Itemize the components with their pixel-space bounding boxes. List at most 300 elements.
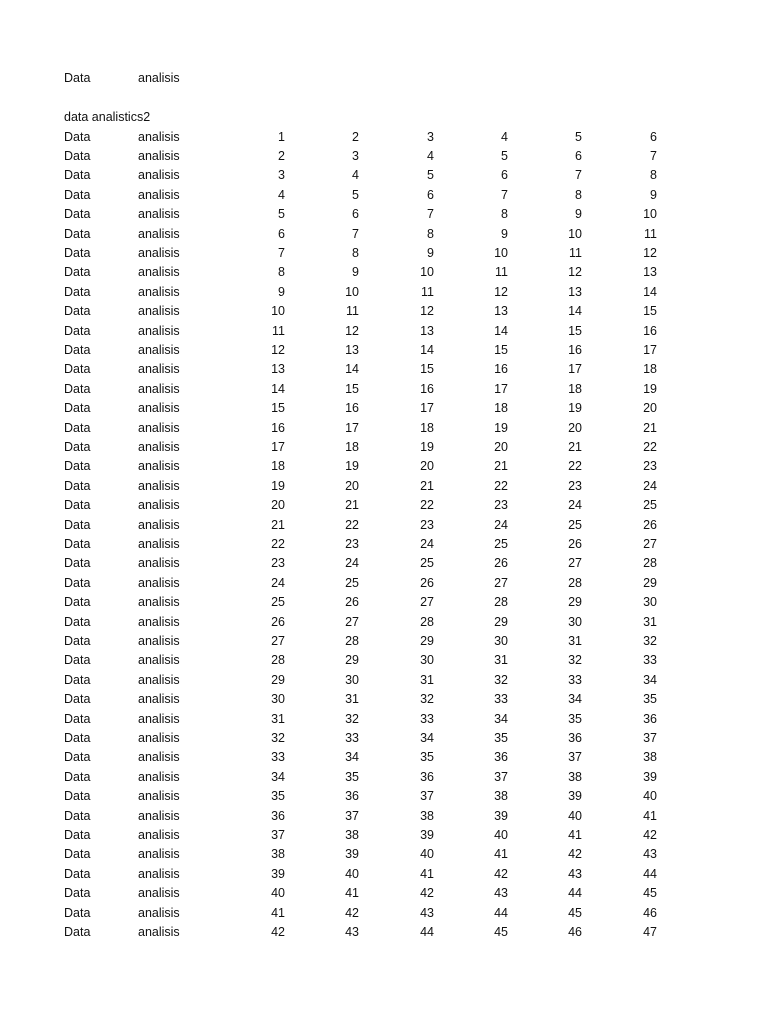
cell-value[interactable]: 13 [568,284,582,299]
cell-value[interactable]: 31 [420,672,434,687]
cell-value[interactable]: 22 [643,439,657,454]
cell-value[interactable]: 18 [271,459,285,474]
cell-label-b[interactable]: analisis [138,362,180,377]
cell-label-b[interactable]: analisis [138,226,180,241]
cell-value[interactable]: 38 [494,789,508,804]
cell-value[interactable]: 29 [568,595,582,610]
cell-value[interactable]: 6 [575,148,582,163]
cell-value[interactable]: 33 [643,653,657,668]
cell-value[interactable]: 13 [271,362,285,377]
cell-value[interactable]: 11 [272,323,285,338]
cell-value[interactable]: 27 [345,614,359,629]
cell-value[interactable]: 37 [643,730,657,745]
cell-label-b[interactable]: analisis [138,265,180,280]
cell-value[interactable]: 24 [494,517,508,532]
cell-label-b[interactable]: analisis [138,633,180,648]
cell-label-a[interactable]: Data [64,866,91,881]
cell-value[interactable]: 19 [643,381,657,396]
cell-label-a[interactable]: Data [64,847,91,862]
cell-value[interactable]: 36 [420,769,434,784]
cell-label-a[interactable]: Data [64,207,91,222]
cell-value[interactable]: 25 [643,498,657,513]
cell-value[interactable]: 35 [420,750,434,765]
cell-value[interactable]: 5 [352,187,359,202]
cell-label-a[interactable]: Data [64,595,91,610]
cell-label-a[interactable]: Data [64,304,91,319]
cell-value[interactable]: 32 [643,633,657,648]
cell-label-b[interactable]: analisis [138,827,180,842]
cell-value[interactable]: 16 [568,342,582,357]
cell-value[interactable]: 26 [271,614,285,629]
cell-label-b[interactable]: analisis [138,381,180,396]
cell-value[interactable]: 40 [271,886,285,901]
cell-value[interactable]: 14 [494,323,508,338]
cell-value[interactable]: 26 [568,536,582,551]
cell-value[interactable]: 37 [568,750,582,765]
cell-label-b[interactable]: analisis [138,750,180,765]
cell-value[interactable]: 31 [271,711,285,726]
cell-value[interactable]: 8 [650,168,657,183]
cell-value[interactable]: 9 [427,245,434,260]
cell-label-a[interactable]: Data [64,827,91,842]
cell-value[interactable]: 6 [427,187,434,202]
cell-label-b[interactable]: analisis [138,808,180,823]
cell-value[interactable]: 36 [271,808,285,823]
cell-label-a[interactable]: Data [64,750,91,765]
cell-value[interactable]: 19 [494,420,508,435]
cell-value[interactable]: 40 [420,847,434,862]
cell-value[interactable]: 24 [643,478,657,493]
cell-value[interactable]: 30 [568,614,582,629]
cell-label-a[interactable]: Data [64,129,91,144]
cell-value[interactable]: 5 [575,129,582,144]
cell-label-a[interactable]: Data [64,672,91,687]
cell-value[interactable]: 41 [420,866,434,881]
cell-value[interactable]: 8 [575,187,582,202]
cell-value[interactable]: 30 [420,653,434,668]
cell-value[interactable]: 22 [568,459,582,474]
cell-value[interactable]: 17 [568,362,582,377]
cell-value[interactable]: 36 [568,730,582,745]
cell-value[interactable]: 4 [427,148,434,163]
cell-label-a[interactable]: Data [64,633,91,648]
cell-value[interactable]: 28 [494,595,508,610]
cell-value[interactable]: 24 [271,575,285,590]
cell-value[interactable]: 11 [346,304,359,319]
cell-value[interactable]: 36 [643,711,657,726]
cell-label-b[interactable]: analisis [138,342,180,357]
cell-value[interactable]: 22 [494,478,508,493]
cell-label-a[interactable]: Data [64,517,91,532]
cell-value[interactable]: 38 [643,750,657,765]
cell-value[interactable]: 37 [345,808,359,823]
cell-value[interactable]: 30 [643,595,657,610]
cell-value[interactable]: 4 [352,168,359,183]
cell-label-b[interactable]: analisis [138,575,180,590]
cell-value[interactable]: 38 [345,827,359,842]
cell-value[interactable]: 28 [643,556,657,571]
cell-label-a[interactable]: Data [64,478,91,493]
cell-value[interactable]: 39 [271,866,285,881]
cell-value[interactable]: 25 [345,575,359,590]
cell-label-a[interactable]: Data [64,924,91,939]
cell-label-a[interactable]: Data [64,245,91,260]
cell-label-a[interactable]: Data [64,498,91,513]
cell-value[interactable]: 21 [420,478,434,493]
cell-value[interactable]: 16 [420,381,434,396]
cell-value[interactable]: 12 [494,284,508,299]
cell-label-b[interactable]: analisis [138,905,180,920]
cell-label-a[interactable]: Data [64,265,91,280]
cell-value[interactable]: 27 [494,575,508,590]
cell-value[interactable]: 35 [568,711,582,726]
cell-value[interactable]: 18 [643,362,657,377]
cell-label-a[interactable]: Data [64,187,91,202]
cell-value[interactable]: 27 [271,633,285,648]
cell-label-b[interactable]: analisis [138,866,180,881]
cell-value[interactable]: 14 [568,304,582,319]
cell-value[interactable]: 45 [568,905,582,920]
cell-label-b[interactable]: analisis [138,711,180,726]
cell-value[interactable]: 7 [501,187,508,202]
cell-label-b[interactable]: analisis [138,536,180,551]
cell-value[interactable]: 39 [568,789,582,804]
cell-value[interactable]: 34 [643,672,657,687]
cell-value[interactable]: 27 [568,556,582,571]
header-cell-a[interactable]: Data [64,71,91,85]
cell-label-a[interactable]: Data [64,614,91,629]
cell-value[interactable]: 7 [427,207,434,222]
cell-value[interactable]: 37 [494,769,508,784]
cell-value[interactable]: 33 [568,672,582,687]
cell-label-b[interactable]: analisis [138,595,180,610]
cell-value[interactable]: 8 [501,207,508,222]
cell-value[interactable]: 37 [271,827,285,842]
cell-value[interactable]: 13 [643,265,657,280]
cell-value[interactable]: 15 [271,401,285,416]
cell-value[interactable]: 33 [345,730,359,745]
cell-value[interactable]: 9 [352,265,359,280]
cell-value[interactable]: 17 [494,381,508,396]
cell-value[interactable]: 2 [278,148,285,163]
cell-value[interactable]: 6 [650,129,657,144]
cell-value[interactable]: 19 [568,401,582,416]
cell-value[interactable]: 16 [643,323,657,338]
cell-value[interactable]: 17 [643,342,657,357]
cell-label-b[interactable]: analisis [138,304,180,319]
cell-value[interactable]: 18 [568,381,582,396]
cell-value[interactable]: 29 [345,653,359,668]
cell-value[interactable]: 23 [494,498,508,513]
cell-label-a[interactable]: Data [64,459,91,474]
cell-value[interactable]: 25 [420,556,434,571]
cell-value[interactable]: 43 [568,866,582,881]
cell-value[interactable]: 33 [271,750,285,765]
cell-value[interactable]: 5 [427,168,434,183]
cell-value[interactable]: 9 [575,207,582,222]
cell-label-a[interactable]: Data [64,420,91,435]
cell-value[interactable]: 22 [420,498,434,513]
cell-label-b[interactable]: analisis [138,187,180,202]
cell-value[interactable]: 9 [278,284,285,299]
cell-value[interactable]: 23 [271,556,285,571]
cell-value[interactable]: 28 [420,614,434,629]
cell-value[interactable]: 34 [568,692,582,707]
cell-value[interactable]: 20 [271,498,285,513]
cell-value[interactable]: 45 [643,886,657,901]
cell-value[interactable]: 40 [643,789,657,804]
cell-value[interactable]: 35 [643,692,657,707]
cell-label-a[interactable]: Data [64,362,91,377]
cell-value[interactable]: 3 [278,168,285,183]
cell-label-b[interactable]: analisis [138,284,180,299]
cell-value[interactable]: 31 [345,692,359,707]
cell-value[interactable]: 41 [568,827,582,842]
cell-value[interactable]: 43 [494,886,508,901]
cell-value[interactable]: 2 [352,129,359,144]
cell-value[interactable]: 1 [278,129,285,144]
cell-label-b[interactable]: analisis [138,614,180,629]
cell-value[interactable]: 6 [501,168,508,183]
cell-value[interactable]: 41 [271,905,285,920]
cell-label-b[interactable]: analisis [138,323,180,338]
cell-value[interactable]: 44 [568,886,582,901]
cell-value[interactable]: 17 [345,420,359,435]
cell-value[interactable]: 43 [420,905,434,920]
cell-value[interactable]: 32 [568,653,582,668]
cell-label-b[interactable]: analisis [138,517,180,532]
cell-value[interactable]: 4 [278,187,285,202]
cell-label-a[interactable]: Data [64,711,91,726]
cell-value[interactable]: 37 [420,789,434,804]
cell-value[interactable]: 22 [345,517,359,532]
cell-value[interactable]: 43 [643,847,657,862]
cell-value[interactable]: 36 [494,750,508,765]
cell-value[interactable]: 19 [271,478,285,493]
cell-value[interactable]: 45 [494,924,508,939]
cell-value[interactable]: 17 [420,401,434,416]
cell-value[interactable]: 42 [345,905,359,920]
cell-value[interactable]: 19 [345,459,359,474]
cell-value[interactable]: 12 [345,323,359,338]
cell-value[interactable]: 20 [568,420,582,435]
cell-value[interactable]: 35 [271,789,285,804]
cell-value[interactable]: 12 [420,304,434,319]
cell-value[interactable]: 9 [650,187,657,202]
cell-value[interactable]: 42 [568,847,582,862]
cell-value[interactable]: 7 [575,168,582,183]
cell-value[interactable]: 35 [345,769,359,784]
cell-label-b[interactable]: analisis [138,168,180,183]
cell-label-b[interactable]: analisis [138,439,180,454]
cell-value[interactable]: 32 [271,730,285,745]
cell-value[interactable]: 33 [494,692,508,707]
cell-value[interactable]: 11 [569,245,582,260]
cell-value[interactable]: 39 [345,847,359,862]
cell-value[interactable]: 15 [494,342,508,357]
cell-label-b[interactable]: analisis [138,459,180,474]
cell-label-a[interactable]: Data [64,439,91,454]
cell-value[interactable]: 31 [643,614,657,629]
cell-value[interactable]: 42 [643,827,657,842]
cell-value[interactable]: 21 [643,420,657,435]
cell-value[interactable]: 26 [420,575,434,590]
cell-value[interactable]: 18 [345,439,359,454]
cell-value[interactable]: 25 [568,517,582,532]
cell-value[interactable]: 42 [271,924,285,939]
cell-value[interactable]: 32 [345,711,359,726]
cell-value[interactable]: 6 [352,207,359,222]
cell-value[interactable]: 13 [494,304,508,319]
cell-label-a[interactable]: Data [64,323,91,338]
cell-value[interactable]: 30 [271,692,285,707]
cell-value[interactable]: 20 [345,478,359,493]
cell-value[interactable]: 19 [420,439,434,454]
cell-label-b[interactable]: analisis [138,692,180,707]
cell-value[interactable]: 11 [495,265,508,280]
cell-value[interactable]: 34 [271,769,285,784]
cell-value[interactable]: 12 [568,265,582,280]
cell-value[interactable]: 44 [494,905,508,920]
cell-value[interactable]: 26 [643,517,657,532]
cell-value[interactable]: 5 [501,148,508,163]
cell-value[interactable]: 12 [643,245,657,260]
cell-value[interactable]: 4 [501,129,508,144]
cell-value[interactable]: 10 [271,304,285,319]
cell-value[interactable]: 12 [271,342,285,357]
cell-value[interactable]: 23 [643,459,657,474]
cell-value[interactable]: 46 [568,924,582,939]
cell-value[interactable]: 10 [420,265,434,280]
cell-value[interactable]: 40 [494,827,508,842]
cell-label-a[interactable]: Data [64,769,91,784]
cell-value[interactable]: 28 [271,653,285,668]
cell-value[interactable]: 41 [494,847,508,862]
cell-label-a[interactable]: Data [64,789,91,804]
cell-value[interactable]: 3 [352,148,359,163]
cell-value[interactable]: 10 [494,245,508,260]
cell-value[interactable]: 21 [568,439,582,454]
cell-value[interactable]: 13 [420,323,434,338]
cell-value[interactable]: 22 [271,536,285,551]
cell-value[interactable]: 21 [271,517,285,532]
cell-label-a[interactable]: Data [64,536,91,551]
cell-value[interactable]: 10 [568,226,582,241]
cell-value[interactable]: 42 [494,866,508,881]
cell-value[interactable]: 34 [345,750,359,765]
cell-label-b[interactable]: analisis [138,924,180,939]
cell-value[interactable]: 15 [420,362,434,377]
cell-value[interactable]: 23 [420,517,434,532]
cell-value[interactable]: 11 [644,226,657,241]
cell-value[interactable]: 36 [345,789,359,804]
cell-value[interactable]: 13 [345,342,359,357]
cell-value[interactable]: 14 [420,342,434,357]
cell-value[interactable]: 39 [643,769,657,784]
cell-label-a[interactable]: Data [64,148,91,163]
cell-value[interactable]: 29 [643,575,657,590]
cell-value[interactable]: 39 [420,827,434,842]
cell-label-b[interactable]: analisis [138,886,180,901]
cell-value[interactable]: 34 [420,730,434,745]
cell-label-b[interactable]: analisis [138,245,180,260]
cell-value[interactable]: 44 [420,924,434,939]
cell-value[interactable]: 24 [345,556,359,571]
cell-value[interactable]: 39 [494,808,508,823]
cell-label-a[interactable]: Data [64,342,91,357]
cell-value[interactable]: 21 [345,498,359,513]
cell-value[interactable]: 28 [345,633,359,648]
cell-value[interactable]: 15 [643,304,657,319]
cell-value[interactable]: 35 [494,730,508,745]
cell-value[interactable]: 43 [345,924,359,939]
cell-label-a[interactable]: Data [64,168,91,183]
cell-value[interactable]: 31 [568,633,582,648]
cell-value[interactable]: 29 [494,614,508,629]
cell-label-b[interactable]: analisis [138,789,180,804]
cell-value[interactable]: 10 [345,284,359,299]
cell-label-b[interactable]: analisis [138,498,180,513]
cell-label-b[interactable]: analisis [138,129,180,144]
cell-label-a[interactable]: Data [64,905,91,920]
cell-value[interactable]: 7 [352,226,359,241]
cell-value[interactable]: 11 [421,284,434,299]
cell-value[interactable]: 14 [271,381,285,396]
cell-value[interactable]: 10 [643,207,657,222]
cell-value[interactable]: 27 [420,595,434,610]
cell-value[interactable]: 3 [427,129,434,144]
cell-label-a[interactable]: Data [64,556,91,571]
cell-label-b[interactable]: analisis [138,730,180,745]
cell-label-a[interactable]: Data [64,575,91,590]
cell-value[interactable]: 16 [271,420,285,435]
cell-value[interactable]: 24 [568,498,582,513]
cell-value[interactable]: 26 [494,556,508,571]
cell-label-b[interactable]: analisis [138,847,180,862]
cell-value[interactable]: 23 [345,536,359,551]
cell-value[interactable]: 24 [420,536,434,551]
cell-value[interactable]: 17 [271,439,285,454]
subtitle-cell[interactable]: data analistics2 [64,110,151,124]
cell-value[interactable]: 16 [345,401,359,416]
header-cell-b[interactable]: analisis [138,71,180,85]
cell-value[interactable]: 41 [345,886,359,901]
cell-value[interactable]: 8 [427,226,434,241]
cell-value[interactable]: 32 [494,672,508,687]
cell-label-b[interactable]: analisis [138,420,180,435]
cell-value[interactable]: 20 [643,401,657,416]
cell-value[interactable]: 41 [643,808,657,823]
cell-value[interactable]: 33 [420,711,434,726]
cell-value[interactable]: 30 [494,633,508,648]
cell-value[interactable]: 38 [420,808,434,823]
cell-value[interactable]: 8 [278,265,285,280]
cell-value[interactable]: 23 [568,478,582,493]
cell-value[interactable]: 29 [420,633,434,648]
cell-value[interactable]: 30 [345,672,359,687]
cell-label-b[interactable]: analisis [138,401,180,416]
cell-value[interactable]: 32 [420,692,434,707]
cell-value[interactable]: 38 [271,847,285,862]
cell-label-a[interactable]: Data [64,226,91,241]
cell-label-a[interactable]: Data [64,401,91,416]
cell-value[interactable]: 6 [278,226,285,241]
cell-label-a[interactable]: Data [64,653,91,668]
cell-value[interactable]: 47 [643,924,657,939]
cell-value[interactable]: 8 [352,245,359,260]
cell-value[interactable]: 20 [494,439,508,454]
cell-value[interactable]: 9 [501,226,508,241]
